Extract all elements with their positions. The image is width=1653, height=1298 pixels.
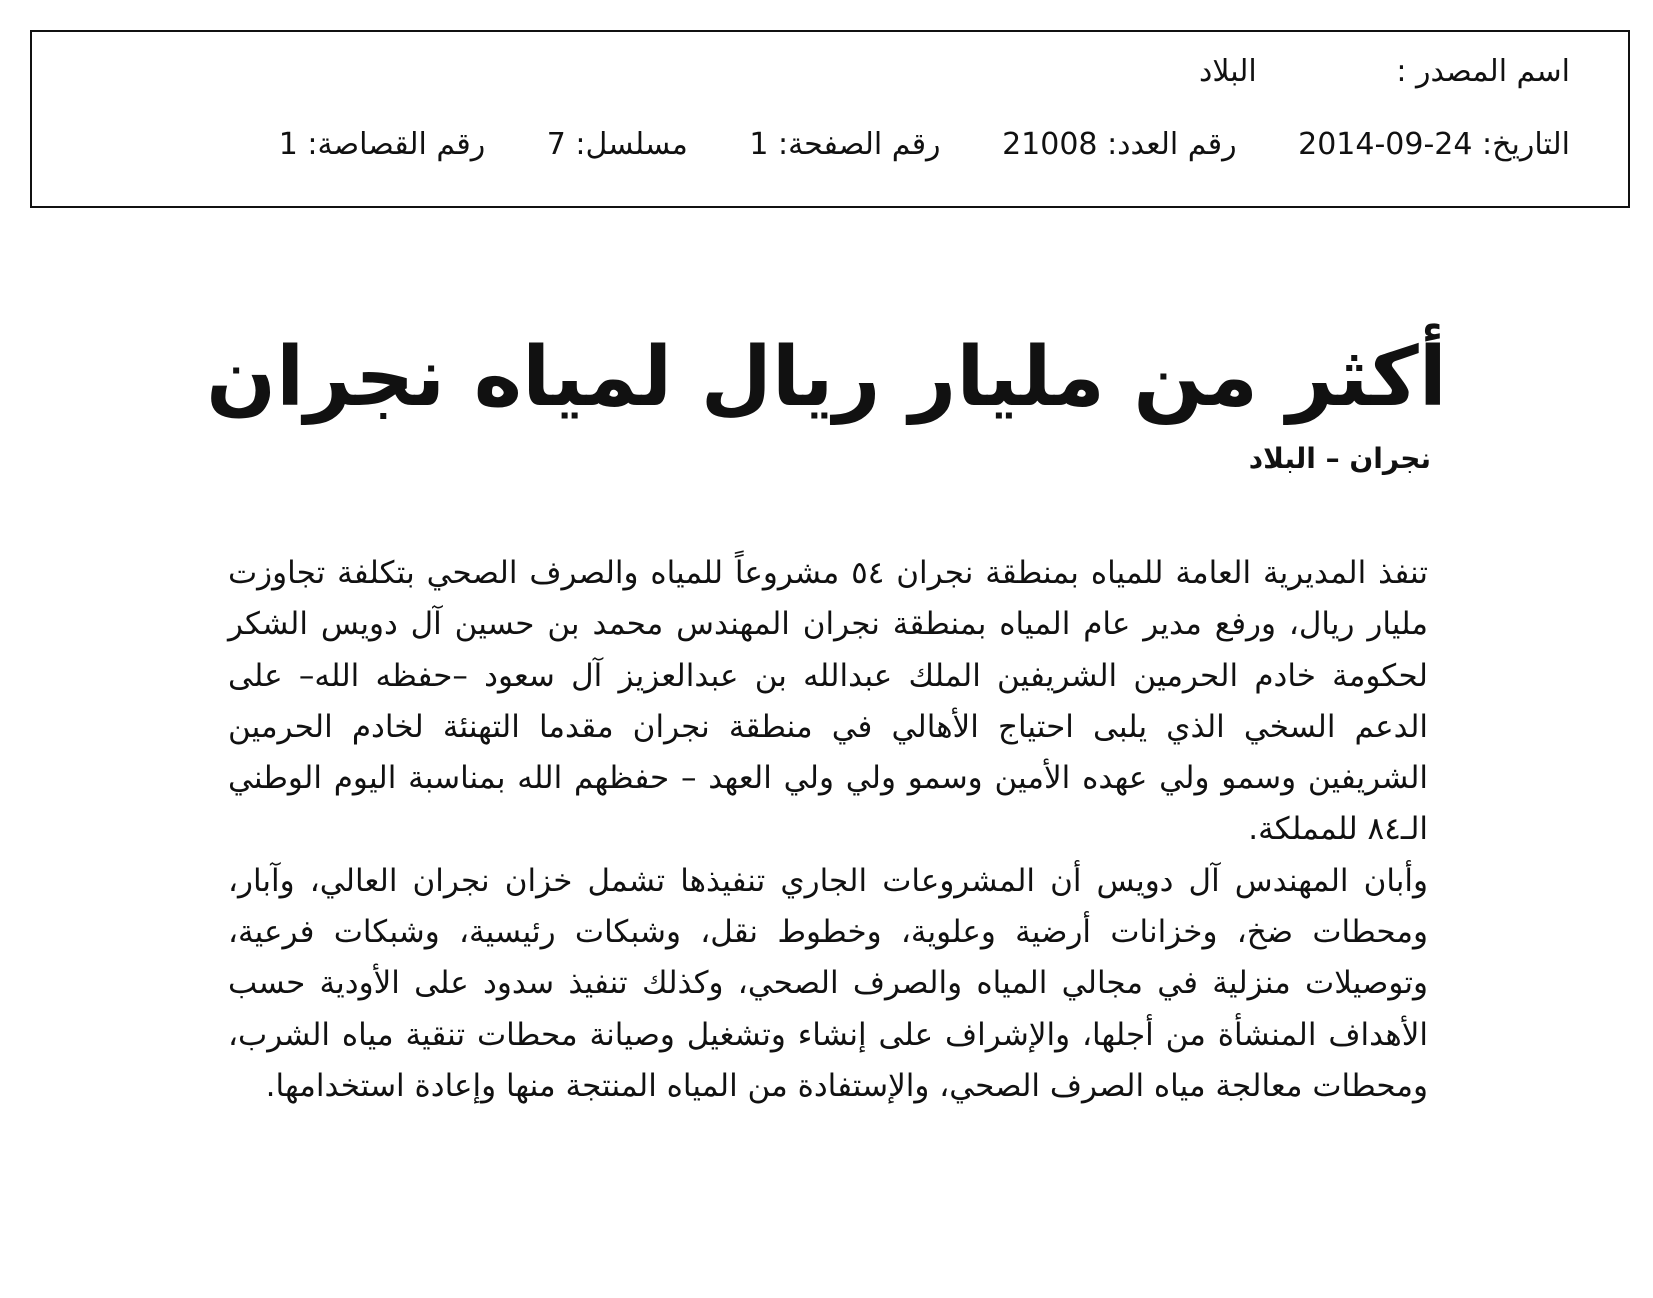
date-label: التاريخ: (1482, 127, 1570, 162)
clipping-value: 1 (278, 127, 298, 162)
date-value: 2014-09-24 (1298, 127, 1473, 162)
clipping-metadata-box (30, 30, 1630, 208)
issue-label: رقم العدد: (1107, 127, 1237, 162)
article-paragraph: وأبان المهندس آل دويس أن المشروعات الجاري تنفيذها تشمل خزان نجران العالي، وآبار، ومحطات ضخ، وخزانات أرضية وعلوية، وخطوط نقل، وشبكات رئيسية، وشبكات فرعية، وتوصيلات منزلية في مجالي المياه والصرف الصحي، وكذلك تنفيذ سدود على الأودية حسب الأهداف المنشأة من أجلها، والإشراف على إنشاء وتشغيل وصيانة محطات تنقية مياه الشرب، ومحطات معالجة مياه الصرف الصحي، والإستفادة من المياه المنتجة منها وإعادة استخدامها. (228, 862, 1428, 1104)
article-headline: أكثر من مليار ريال لمياه نجران (206, 329, 1447, 425)
source-row (1147, 54, 1570, 89)
page-field (749, 127, 940, 162)
serial-value: 7 (546, 127, 566, 162)
issue-value: 21008 (1002, 127, 1098, 162)
details-row (227, 127, 1570, 162)
serial-field (547, 127, 688, 162)
article-body (228, 548, 1428, 1112)
page-label: رقم الصفحة: (777, 127, 941, 162)
article-dateline: نجران – البلاد (1248, 442, 1431, 475)
source-value: البلاد (1198, 54, 1257, 89)
source-field (1199, 54, 1570, 89)
article-paragraph: تنفذ المديرية العامة للمياه بمنطقة نجران ٥٤ مشروعاً للمياه والصرف الصحي بتكلفة تجاوزت مليار ريال، ورفع مدير عام المياه بمنطقة نجران المهندس محمد بن حسين آل دويس الشكر لحكومة خادم الحرمين الشريفين الملك عبدالله بن عبدالعزيز آل سعود –حفظه الله– على الدعم السخي الذي يلبى احتياج الأهالي في منطقة نجران مقدما التهنئة لخادم الحرمين الشريفين وسمو ولي عهده الأمين وسمو ولي ولي العهد – حفظهم الله بمناسبة اليوم الوطني الـ٨٤ للمملكة. (228, 555, 1429, 848)
serial-label: مسلسل: (575, 127, 688, 162)
page-value: 1 (749, 127, 769, 162)
issue-field (1002, 127, 1236, 162)
clipping-field (279, 127, 485, 162)
clipping-label: رقم القصاصة: (307, 127, 486, 162)
source-label: اسم المصدر : (1396, 54, 1570, 89)
date-field (1298, 127, 1570, 162)
